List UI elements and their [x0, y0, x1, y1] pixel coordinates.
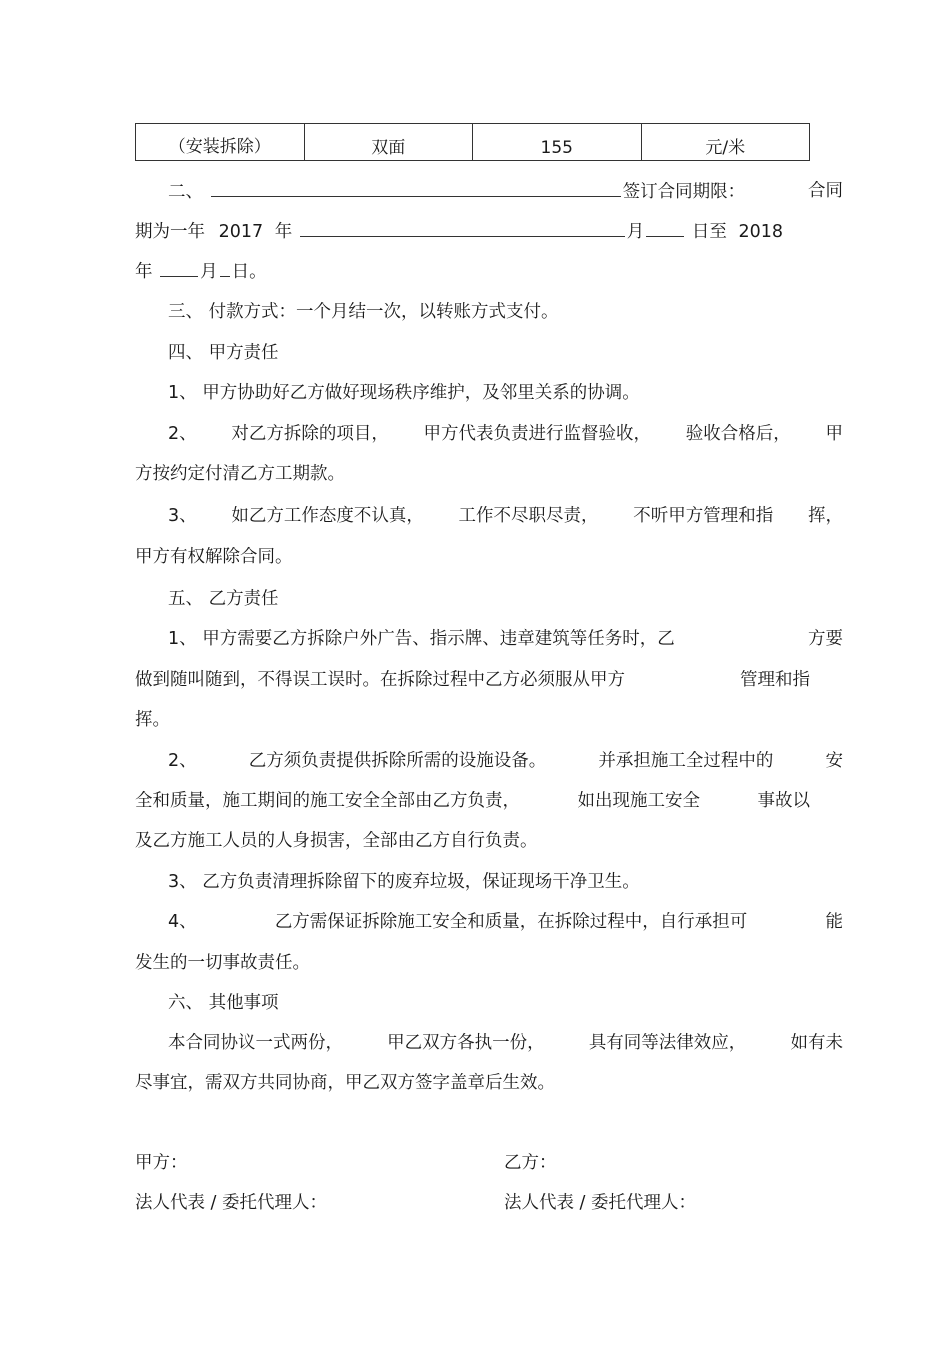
blank-field	[646, 216, 684, 237]
type-cell: 双面	[304, 124, 473, 161]
section5-item2-line3: 及乙方施工人员的人身损害，全部由乙方自行负责。	[135, 831, 538, 851]
blank-field	[220, 256, 230, 277]
section4-item1: 1、 甲方协助好乙方做好现场秩序维护，及邻里关系的协调。	[168, 383, 640, 403]
section3-payment: 三、 付款方式：一个月结一次，以转账方式支付。	[168, 302, 559, 322]
blank-field	[300, 216, 625, 237]
section4-title: 四、 甲方责任	[168, 343, 279, 363]
party-b-label: 乙方：	[504, 1153, 557, 1173]
party-a-label: 甲方：	[135, 1153, 188, 1173]
price-cell: 155	[473, 124, 642, 161]
section2-line1: 二、 签订合同期限： 合同	[135, 176, 843, 206]
section5-item2-line2: 全和质量，施工期间的施工安全全部由乙方负责， 如出现施工安全 事故以	[135, 791, 810, 811]
party-a-rep-label: 法人代表 / 委托代理人：	[135, 1193, 328, 1213]
section5-item4-line1: 4、 乙方需保证拆除施工安全和质量，在拆除过程中，自行承担可 能	[168, 912, 843, 932]
section6-title: 六、 其他事项	[168, 993, 279, 1013]
section5-title: 五、 乙方责任	[168, 589, 279, 609]
section5-item1-line3: 挥。	[135, 710, 170, 730]
section5-item1-line2: 做到随叫随到，不得误工误时。在拆除过程中乙方必须服从甲方 管理和指	[135, 670, 810, 690]
section2-line2: 期为一年 2017 年 月 日至 2018	[135, 216, 810, 246]
blank-field	[211, 176, 621, 197]
section4-item3-line2: 甲方有权解除合同。	[135, 547, 293, 567]
item-cell: （安装拆除）	[136, 124, 305, 161]
section6-line2: 尽事宜，需双方共同协商，甲乙双方签字盖章后生效。	[135, 1073, 555, 1093]
section5-item3: 3、 乙方负责清理拆除留下的废弃垃圾，保证现场干净卫生。	[168, 872, 640, 892]
blank-field	[160, 256, 198, 277]
section5-item4-line2: 发生的一切事故责任。	[135, 953, 310, 973]
section4-item2-line2: 方按约定付清乙方工期款。	[135, 464, 345, 484]
party-b-rep-label: 法人代表 / 委托代理人：	[504, 1193, 697, 1213]
fee-table	[135, 123, 810, 161]
section5-item2-line1: 2、 乙方须负责提供拆除所需的设施设备。 并承担施工全过程中的 安	[168, 751, 843, 771]
section5-item1-line1: 1、 甲方需要乙方拆除户外广告、指示牌、违章建筑等任务时，乙 方要	[168, 629, 843, 649]
section6-line1: 本合同协议一式两份， 甲乙双方各执一份， 具有同等法律效应， 如有未	[168, 1033, 843, 1053]
unit-cell: 元/米	[641, 124, 810, 161]
section2-line3: 年 月 日。	[135, 256, 810, 286]
section4-item3-line1: 3、 如乙方工作态度不认真， 工作不尽职尽责， 不听甲方管理和指 挥，	[168, 506, 843, 526]
table-row	[136, 124, 810, 161]
section4-item2-line1: 2、 对乙方拆除的项目， 甲方代表负责进行监督验收， 验收合格后， 甲	[168, 424, 843, 444]
